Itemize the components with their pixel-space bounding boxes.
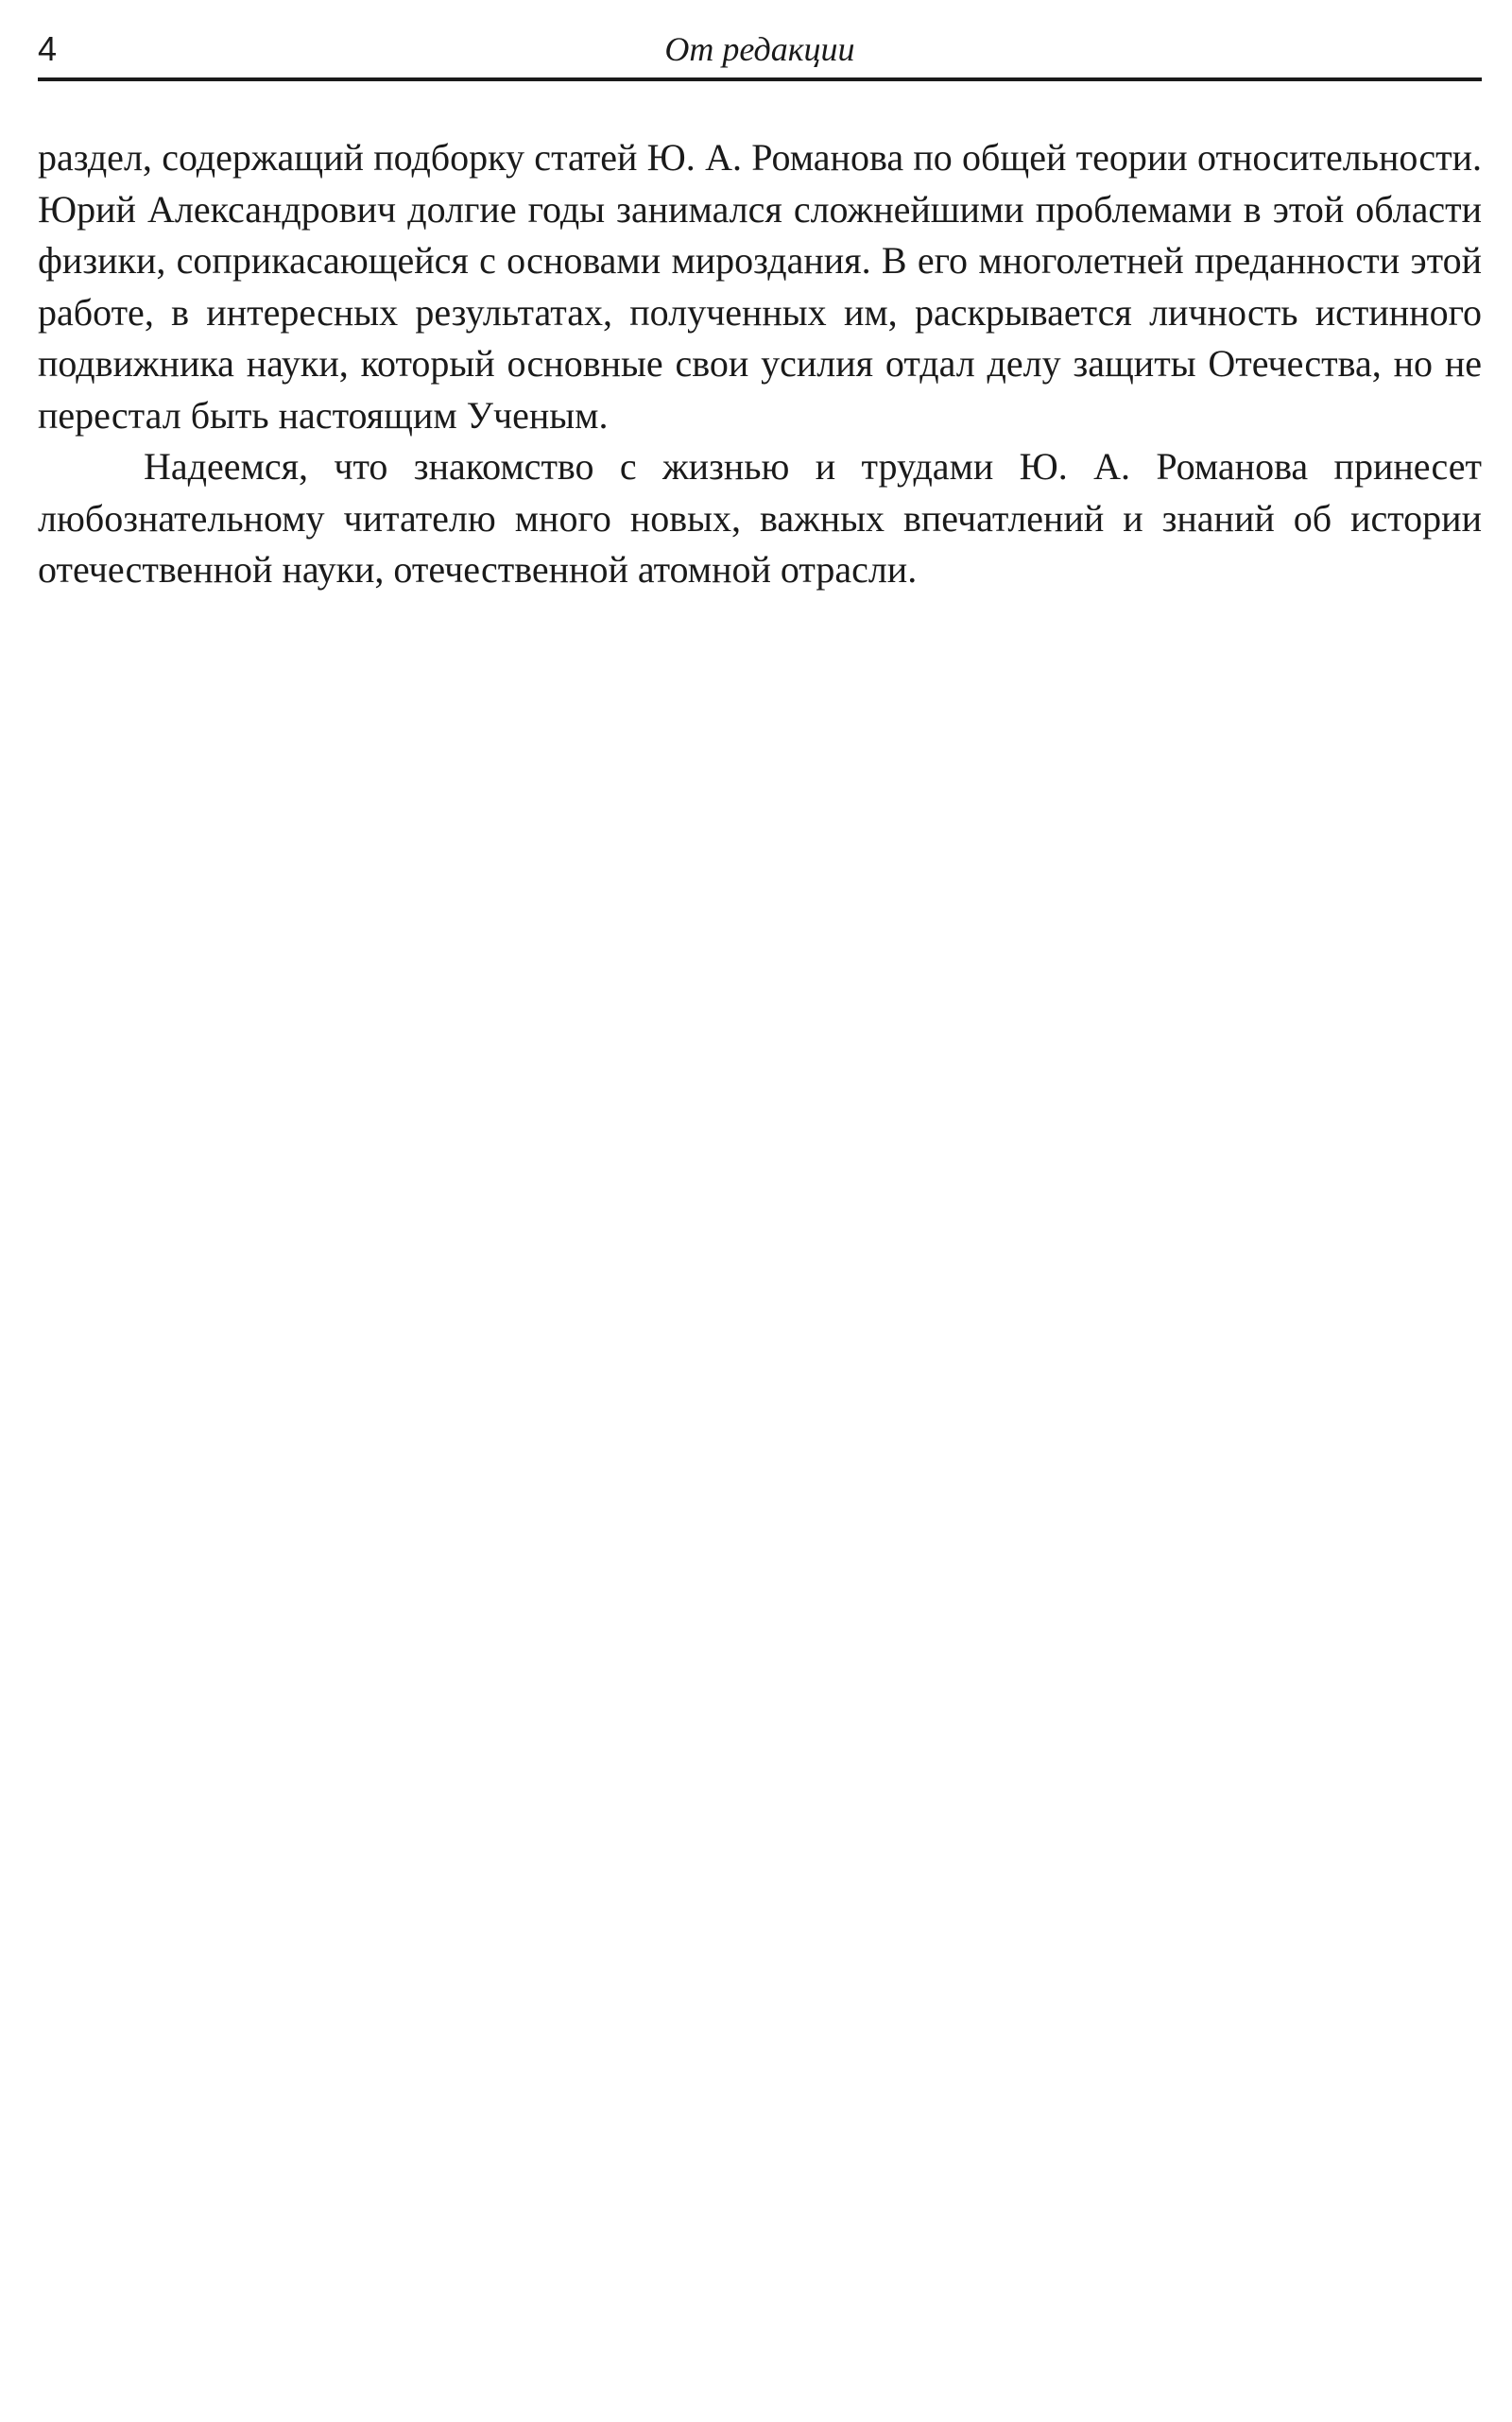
- header-divider: [38, 77, 1482, 81]
- paragraph-continued: раздел, содержащий подборку статей Ю. А. Романова по общей теории относительности. Юрий Александрович долгие годы занимался сложнейшими проблемами в этой области физики, соприкасающейся с основами мироздания. В его многолетней преданности этой работе, в интересных результатах, полученных им, раскрывается личность истинного подвижника науки, который основные свои усилия отдал делу защиты Отечества, но не перестал быть настоящим Ученым.: [38, 136, 1482, 437]
- running-header: [38, 26, 1482, 72]
- paragraph-closing: Надеемся, что знакомство с жизнью и трудами Ю. А. Романова принесет любознательному читателю много новых, важных впечатлений и знаний об истории отечественной науки, отечественной атомной отрасли.: [38, 445, 1482, 591]
- body-text: [38, 132, 1482, 596]
- page-number: 4: [38, 29, 58, 68]
- running-title: От редакции: [664, 30, 855, 68]
